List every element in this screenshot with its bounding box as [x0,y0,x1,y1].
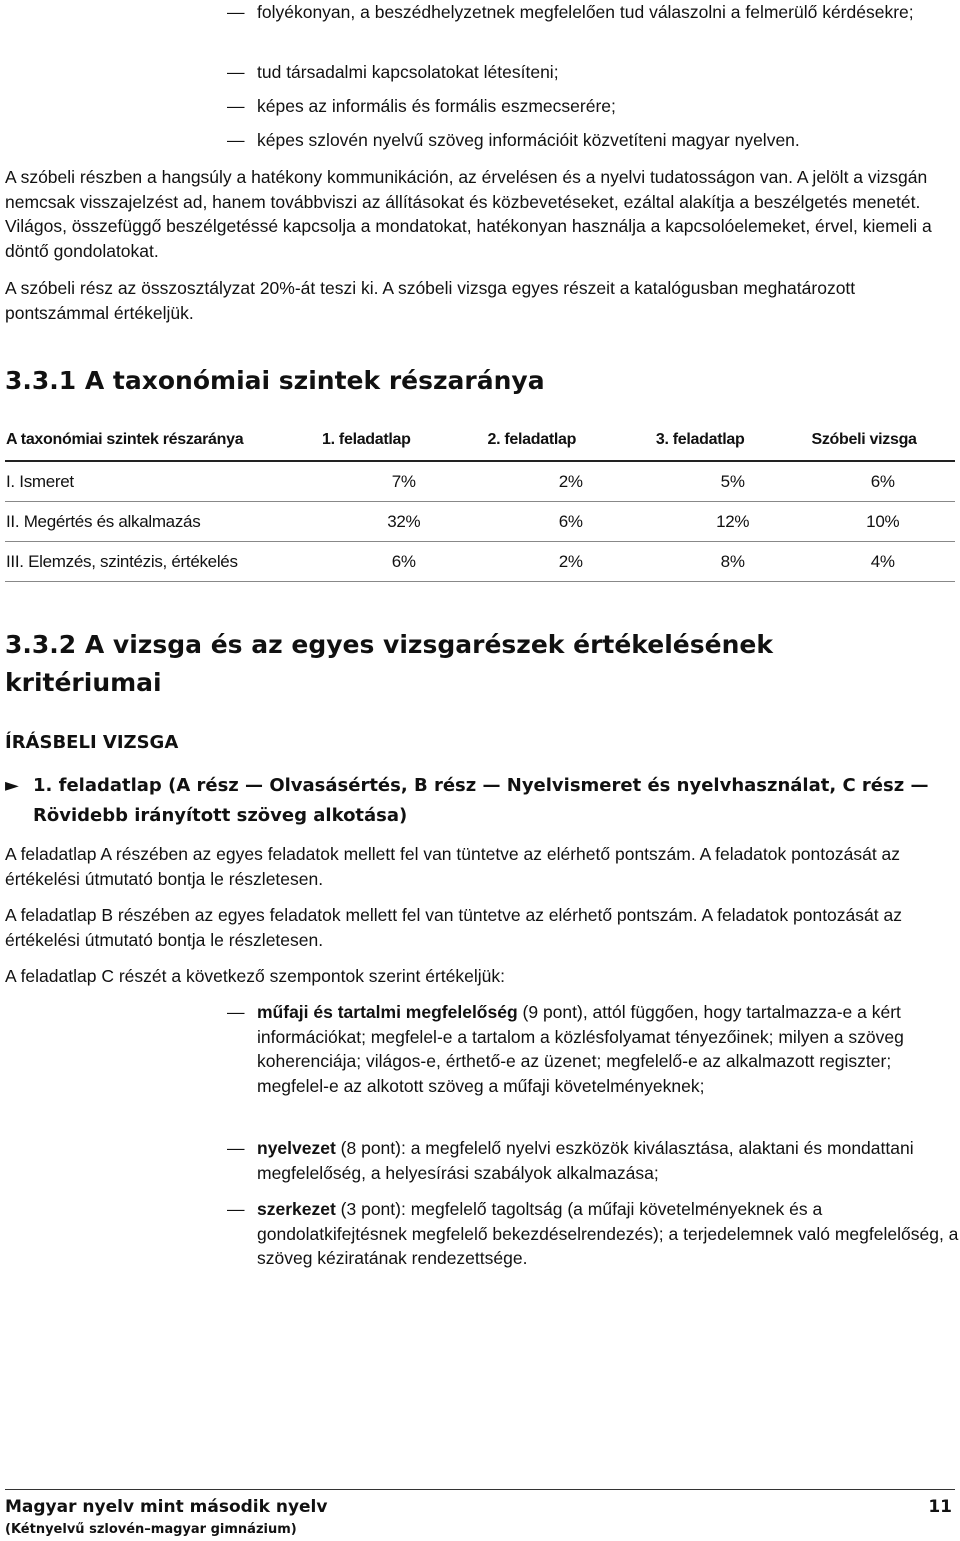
arrow-right-icon: ► [5,775,19,796]
table-cell: 10% [810,502,955,542]
dash-bullet-icon: — [227,2,245,22]
dash-bullet-icon: — [227,130,245,150]
footer-divider [5,1489,955,1490]
table-cell: 8% [655,542,811,582]
column-header: 3. feladatlap [655,420,811,461]
taxonomy-table [5,420,955,582]
column-header: 1. feladatlap [321,420,486,461]
table-cell: III. Elemzés, szintézis, értékelés [5,542,321,582]
oral-exam-weight-paragraph: A szóbeli rész az összosztályzat 20%-át teszi ki. A szóbeli vizsga egyes részeit a katalógusban meghatározott pontszámmal értékeljük. [5,278,856,323]
table-cell: 2% [486,461,654,502]
column-header: A taxonómiai szintek részaránya [5,420,321,461]
task1-heading [5,771,955,831]
column-header: 2. feladatlap [486,420,654,461]
task1-part-a-paragraph: A feladatlap A részében az egyes feladatok mellett fel van tüntetve az elérhető pontszám. A feladatok pontozását az értékelési útmutató bontja le részletesen. [5,844,901,889]
table-cell: 4% [810,542,955,582]
dash-bullet-icon: — [227,96,245,116]
criterion-term: nyelvezet [257,1138,336,1158]
dash-bullet-icon: — [227,62,245,82]
table-row [5,461,955,502]
table-cell: 2% [486,542,654,582]
task1-part-b-paragraph: A feladatlap B részében az egyes feladatok mellett fel van tüntetve az elérhető pontszám. A feladatok pontozását az értékelési útmutató bontja le részletesen. [5,905,902,950]
table-cell: II. Megértés és alkalmazás [5,502,321,542]
criterion-term: műfaji és tartalmi megfelelőség [257,1002,518,1022]
oral-exam-paragraph: A szóbeli részben a hangsúly a hatékony kommunikáción, az érvelésen és a nyelvi tudatosságon van. A jelölt a vizsgán nemcsak visszajelzést ad, hanem továbbviszi az állításokat és közbevetéseket, ezáltal alakítja a beszélgetés menetét. Világos, összefüggő beszélgetéssé kapcsolja a mondatokat, hatékonyan használja a kapcsolóelemeket, érvel, kiemeli a döntő gondolatokat. [5,167,932,261]
table-cell: 7% [321,461,486,502]
criterion-text: (3 pont): megfelelő tagoltság (a műfaji követelményeknek és a gondolatkifejtésnek megfelelő bekezdéselrendezés); a terjedelemnek való megfelelőség, a szöveg kéziratának rendezettsége. [257,1199,959,1268]
table-cell: 32% [321,502,486,542]
task1-part-c-paragraph: A feladatlap C részét a következő szempontok szerint értékeljük: [5,966,505,986]
table-cell: I. Ismeret [5,461,321,502]
dash-bullet-icon: — [227,1138,245,1158]
table-cell: 12% [655,502,811,542]
dash-bullet-icon: — [227,1199,245,1219]
section-heading-taxonomy: 3.3.1 A taxonómiai szintek részaránya [5,366,545,395]
criterion-text: (8 pont): a megfelelő nyelvi eszközök kiválasztása, alaktani és mondattani megfelelőség, a helyesírási szabályok alkalmazása; [257,1138,914,1183]
task1-heading-text: 1. feladatlap (A rész — Olvasásértés, B rész — Nyelvismeret és nyelvhasználat, C rész — Rövidebb irányított szöveg alkotása) [33,775,929,826]
footer-title: Magyar nyelv mint második nyelv [5,1497,328,1517]
table-row [5,542,955,582]
written-exam-heading: ÍRÁSBELI VIZSGA [5,732,179,753]
column-header: Szóbeli vizsga [810,420,955,461]
footer-subtitle: (Kétnyelvű szlovén–magyar gimnázium) [5,1522,297,1537]
page-number: 11 [928,1497,952,1517]
table-row [5,502,955,542]
criterion-text: (9 pont), attól függően, hogy tartalmazza-e a kért információkat; megfelel-e a tartalom a közlésfolyamat tényezőinek; milyen a szöveg koherenciája; világos-e, érthető-e az üzenet; megfelelő-e az alkalmazott regiszter; megfelel-e az alkotott szöveg a műfaji követelményeknek; [257,1002,904,1096]
table-header-row [5,420,955,461]
section-heading-criteria: 3.3.2 A vizsga és az egyes vizsgarészek értékelésének kritériumai [5,630,773,697]
dash-bullet-icon: — [227,1002,245,1022]
table-cell: 6% [321,542,486,582]
criterion-term: szerkezet [257,1199,336,1219]
table-cell: 5% [655,461,811,502]
table-cell: 6% [810,461,955,502]
table-cell: 6% [486,502,654,542]
